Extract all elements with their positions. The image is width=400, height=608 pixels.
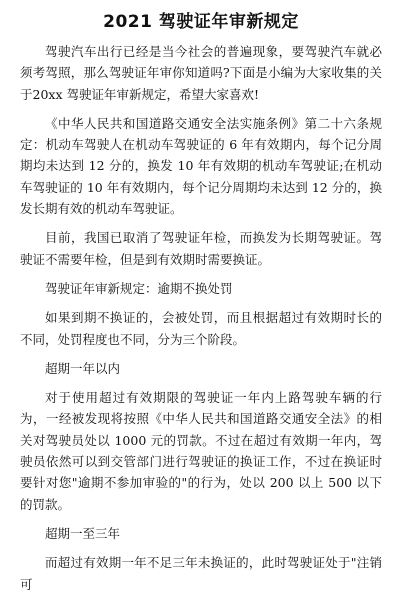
document-title: 2021 驾驶证年审新规定 — [103, 12, 299, 32]
stage-one-paragraph: 对于使用超过有效期限的驾驶证一年内上路驾驶车辆的行为，一经被发现将按照《中华人民共和国道路交通安全法》的相关对驾驶员处以 1000 元的罚款。不过在超过有效期一年内，驾驶员依然可以到交管部门进行驾驶证的换证工作，不过在换证时要针对您"逾期不参加审验的"的行为，处以 200 以上 500 以下的罚款。 — [20, 390, 382, 512]
intro-paragraph: 驾驶汽车出行已经是当今社会的普遍现象，要驾驶汽车就必须考驾照，那么驾驶证年审你知道吗?下面是小编为大家收集的关于20xx 驾驶证年审新规定，希望大家喜欢! — [20, 44, 382, 102]
penalty-intro-paragraph: 如果到期不换证的，会被处罚，而且根据超过有效期时长的不同，处罚程度也不同，分为三个阶段。 — [20, 310, 382, 347]
penalty-section-heading: 驾驶证年审新规定：逾期不换处罚 — [45, 280, 233, 296]
stage-two-paragraph: 而超过有效期一年不足三年未换证的，此时驾驶证处于"注销可 — [20, 555, 382, 592]
current-policy-paragraph: 目前，我国已取消了驾驶证年检，而换发为长期驾驶证。驾驶证不需要年检，但是到有效期时需要换证。 — [20, 230, 382, 267]
stage-two-heading: 超期一至三年 — [45, 525, 121, 541]
stage-one-heading: 超期一年以内 — [45, 360, 121, 376]
regulation-paragraph: 《中华人民共和国道路交通安全法实施条例》第二十六条规定：机动车驾驶人在机动车驾驶证的 6 年有效期内，每个记分周期均未达到 12 分的，换发 10 年有效期的机动车驾驶证;在机动车驾驶证的 10 年有效期内，每个记分周期均未达到 12 分的，换发长期有效的机动车驾驶证。 — [20, 115, 382, 217]
